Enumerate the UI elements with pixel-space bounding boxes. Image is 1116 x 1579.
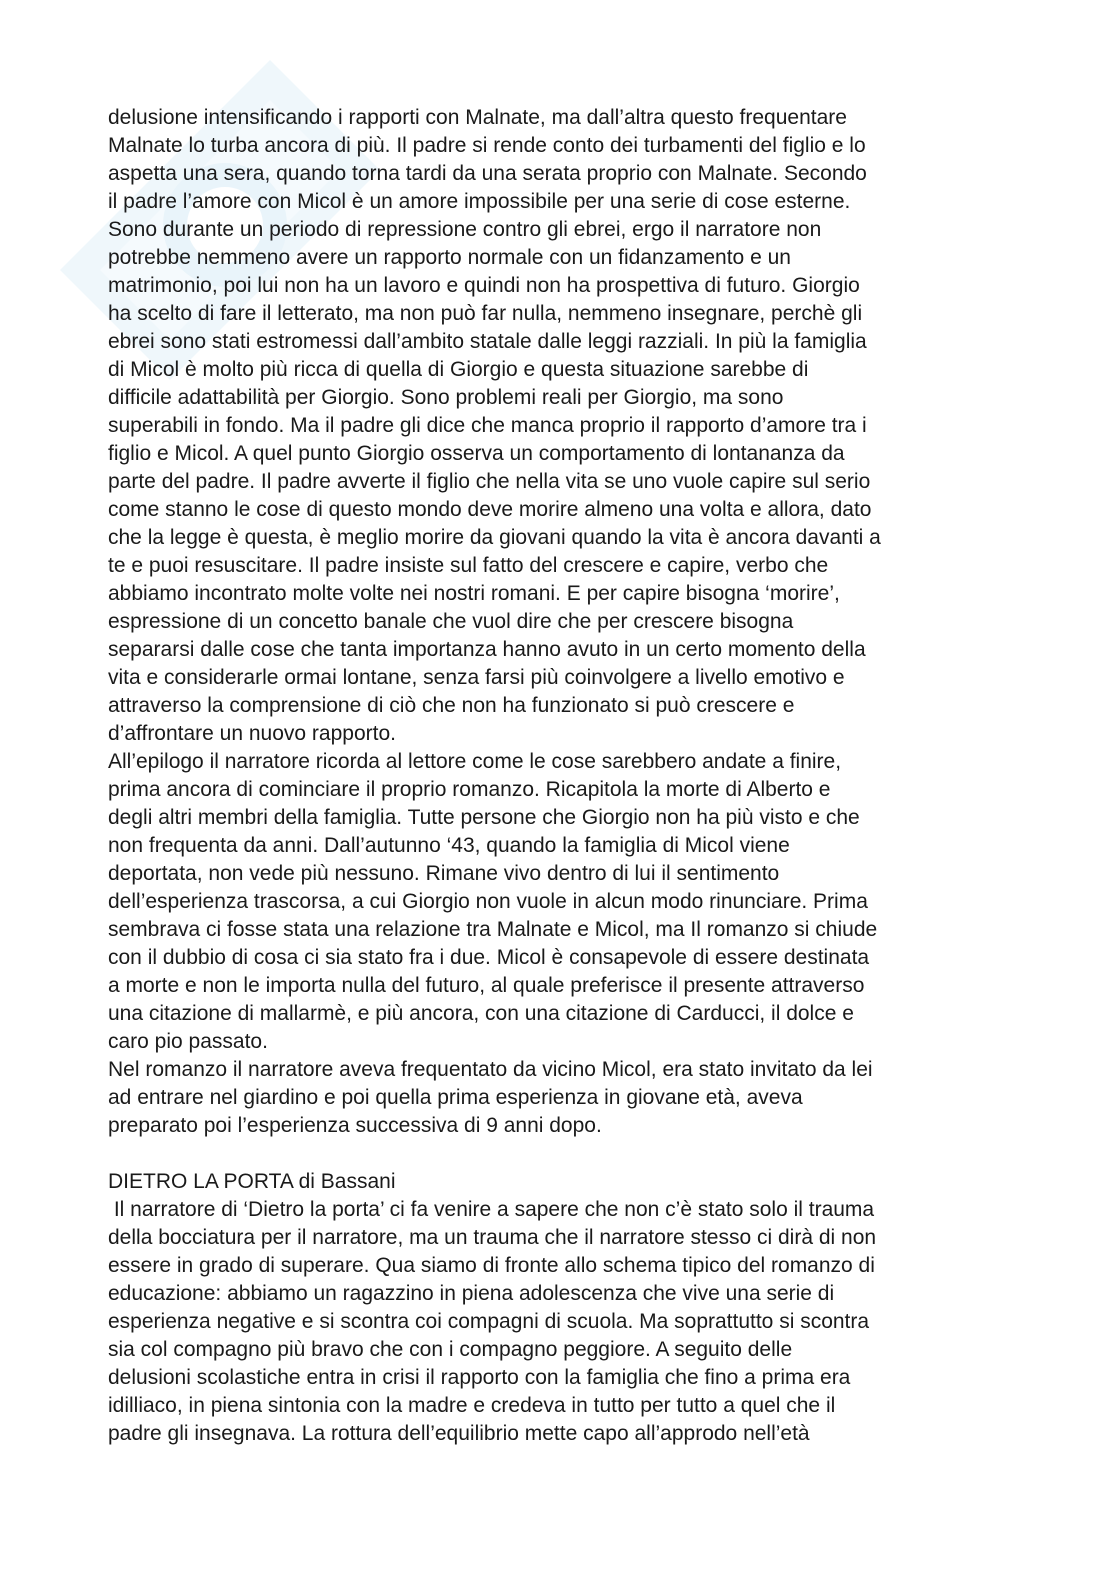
text-line: parte del padre. Il padre avverte il figlio che nella vita se uno vuole capire sul serio (108, 470, 871, 493)
text-line: esperienza negative e si scontra coi compagni di scuola. Ma soprattutto si scontra (108, 1310, 870, 1333)
text-line: Sono durante un periodo di repressione contro gli ebrei, ergo il narratore non (108, 218, 822, 241)
text-line: sia col compagno più bravo che con i compagno peggiore. A seguito delle (108, 1338, 793, 1361)
text-line: te e puoi resuscitare. Il padre insiste sul fatto del crescere e capire, verbo che (108, 554, 829, 577)
text-line: ad entrare nel giardino e poi quella prima esperienza in giovane età, aveva (108, 1086, 803, 1109)
text-line: sembrava ci fosse stata una relazione tra Malnate e Micol, ma Il romanzo si chiude (108, 918, 878, 941)
text-line: d’affrontare un nuovo rapporto. (108, 722, 396, 745)
text-line: una citazione di mallarmè, e più ancora, con una citazione di Carducci, il dolce e (108, 1002, 854, 1025)
text-line: Nel romanzo il narratore aveva frequentato da vicino Micol, era stato invitato da lei (108, 1058, 873, 1081)
text-line: abbiamo incontrato molte volte nei nostri romani. E per capire bisogna ‘morire’, (108, 582, 840, 605)
paragraph-gap (108, 1140, 1008, 1168)
text-line: prima ancora di cominciare il proprio romanzo. Ricapitola la morte di Alberto e (108, 778, 831, 801)
text-line: attraverso la comprensione di ciò che non ha funzionato si può crescere e (108, 694, 795, 717)
text-line: potrebbe nemmeno avere un rapporto normale con un fidanzamento e un (108, 246, 791, 269)
text-line: difficile adattabilità per Giorgio. Sono problemi reali per Giorgio, ma sono (108, 386, 784, 409)
text-line: non frequenta da anni. Dall’autunno ‘43, quando la famiglia di Micol viene (108, 834, 790, 857)
text-line: caro pio passato. (108, 1030, 268, 1053)
text-line: delusioni scolastiche entra in crisi il rapporto con la famiglia che fino a prima era (108, 1366, 851, 1389)
text-line: che la legge è questa, è meglio morire da giovani quando la vita è ancora davanti a (108, 526, 881, 549)
text-line: figlio e Micol. A quel punto Giorgio osserva un comportamento di lontananza da (108, 442, 845, 465)
text-line: All’epilogo il narratore ricorda al lettore come le cose sarebbero andate a finire, (108, 750, 842, 773)
text-line: padre gli insegnava. La rottura dell’equilibrio mette capo all’approdo nell’età (108, 1422, 810, 1445)
text-line: Malnate lo turba ancora di più. Il padre si rende conto dei turbamenti del figlio e lo (108, 134, 866, 157)
text-line: ebrei sono stati estromessi dall’ambito statale dalle leggi razziali. In più la famiglia (108, 330, 867, 353)
text-line: superabili in fondo. Ma il padre gli dice che manca proprio il rapporto d’amore tra i (108, 414, 867, 437)
text-line: espressione di un concetto banale che vuol dire che per crescere bisogna (108, 610, 794, 633)
text-line: matrimonio, poi lui non ha un lavoro e quindi non ha prospettiva di futuro. Giorgio (108, 274, 860, 297)
text-line: il padre l’amore con Micol è un amore impossibile per una serie di cose esterne. (108, 190, 851, 213)
text-line: della bocciatura per il narratore, ma un trauma che il narratore stesso ci dirà di non (108, 1226, 877, 1249)
text-line: aspetta una sera, quando torna tardi da una serata proprio con Malnate. Secondo (108, 162, 867, 185)
text-line: vita e considerarle ormai lontane, senza farsi più coinvolgere a livello emotivo e (108, 666, 845, 689)
text-line: separarsi dalle cose che tanta importanza hanno avuto in un certo momento della (108, 638, 866, 661)
text-line: Il narratore di ‘Dietro la porta’ ci fa venire a sapere che non c’è stato solo il trauma (108, 1198, 875, 1221)
text-line: deportata, non vede più nessuno. Rimane vivo dentro di lui il sentimento (108, 862, 780, 885)
text-line: preparato poi l’esperienza successiva di 9 anni dopo. (108, 1114, 602, 1137)
section-heading: DIETRO LA PORTA di Bassani (108, 1170, 396, 1193)
text-line: degli altri membri della famiglia. Tutte persone che Giorgio non ha più visto e che (108, 806, 860, 829)
text-line: delusione intensificando i rapporti con Malnate, ma dall’altra questo frequentare (108, 106, 847, 129)
text-line: di Micol è molto più ricca di quella di Giorgio e questa situazione sarebbe di (108, 358, 809, 381)
document-body (108, 104, 1008, 1448)
text-line: come stanno le cose di questo mondo deve morire almeno una volta e allora, dato (108, 498, 872, 521)
text-line: idilliaco, in piena sintonia con la madre e credeva in tutto per tutto a quel che il (108, 1394, 836, 1417)
text-line: essere in grado di superare. Qua siamo di fronte allo schema tipico del romanzo di (108, 1254, 875, 1277)
text-line: con il dubbio di cosa ci sia stato fra i due. Micol è consapevole di essere destinata (108, 946, 870, 969)
text-line: a morte e non le importa nulla del futuro, al quale preferisce il presente attraverso (108, 974, 865, 997)
text-line: educazione: abbiamo un ragazzino in piena adolescenza che vive una serie di (108, 1282, 835, 1305)
text-line: dell’esperienza trascorsa, a cui Giorgio non vuole in alcun modo rinunciare. Prima (108, 890, 868, 913)
text-line: ha scelto di fare il letterato, ma non può far nulla, nemmeno insegnare, perchè gli (108, 302, 863, 325)
